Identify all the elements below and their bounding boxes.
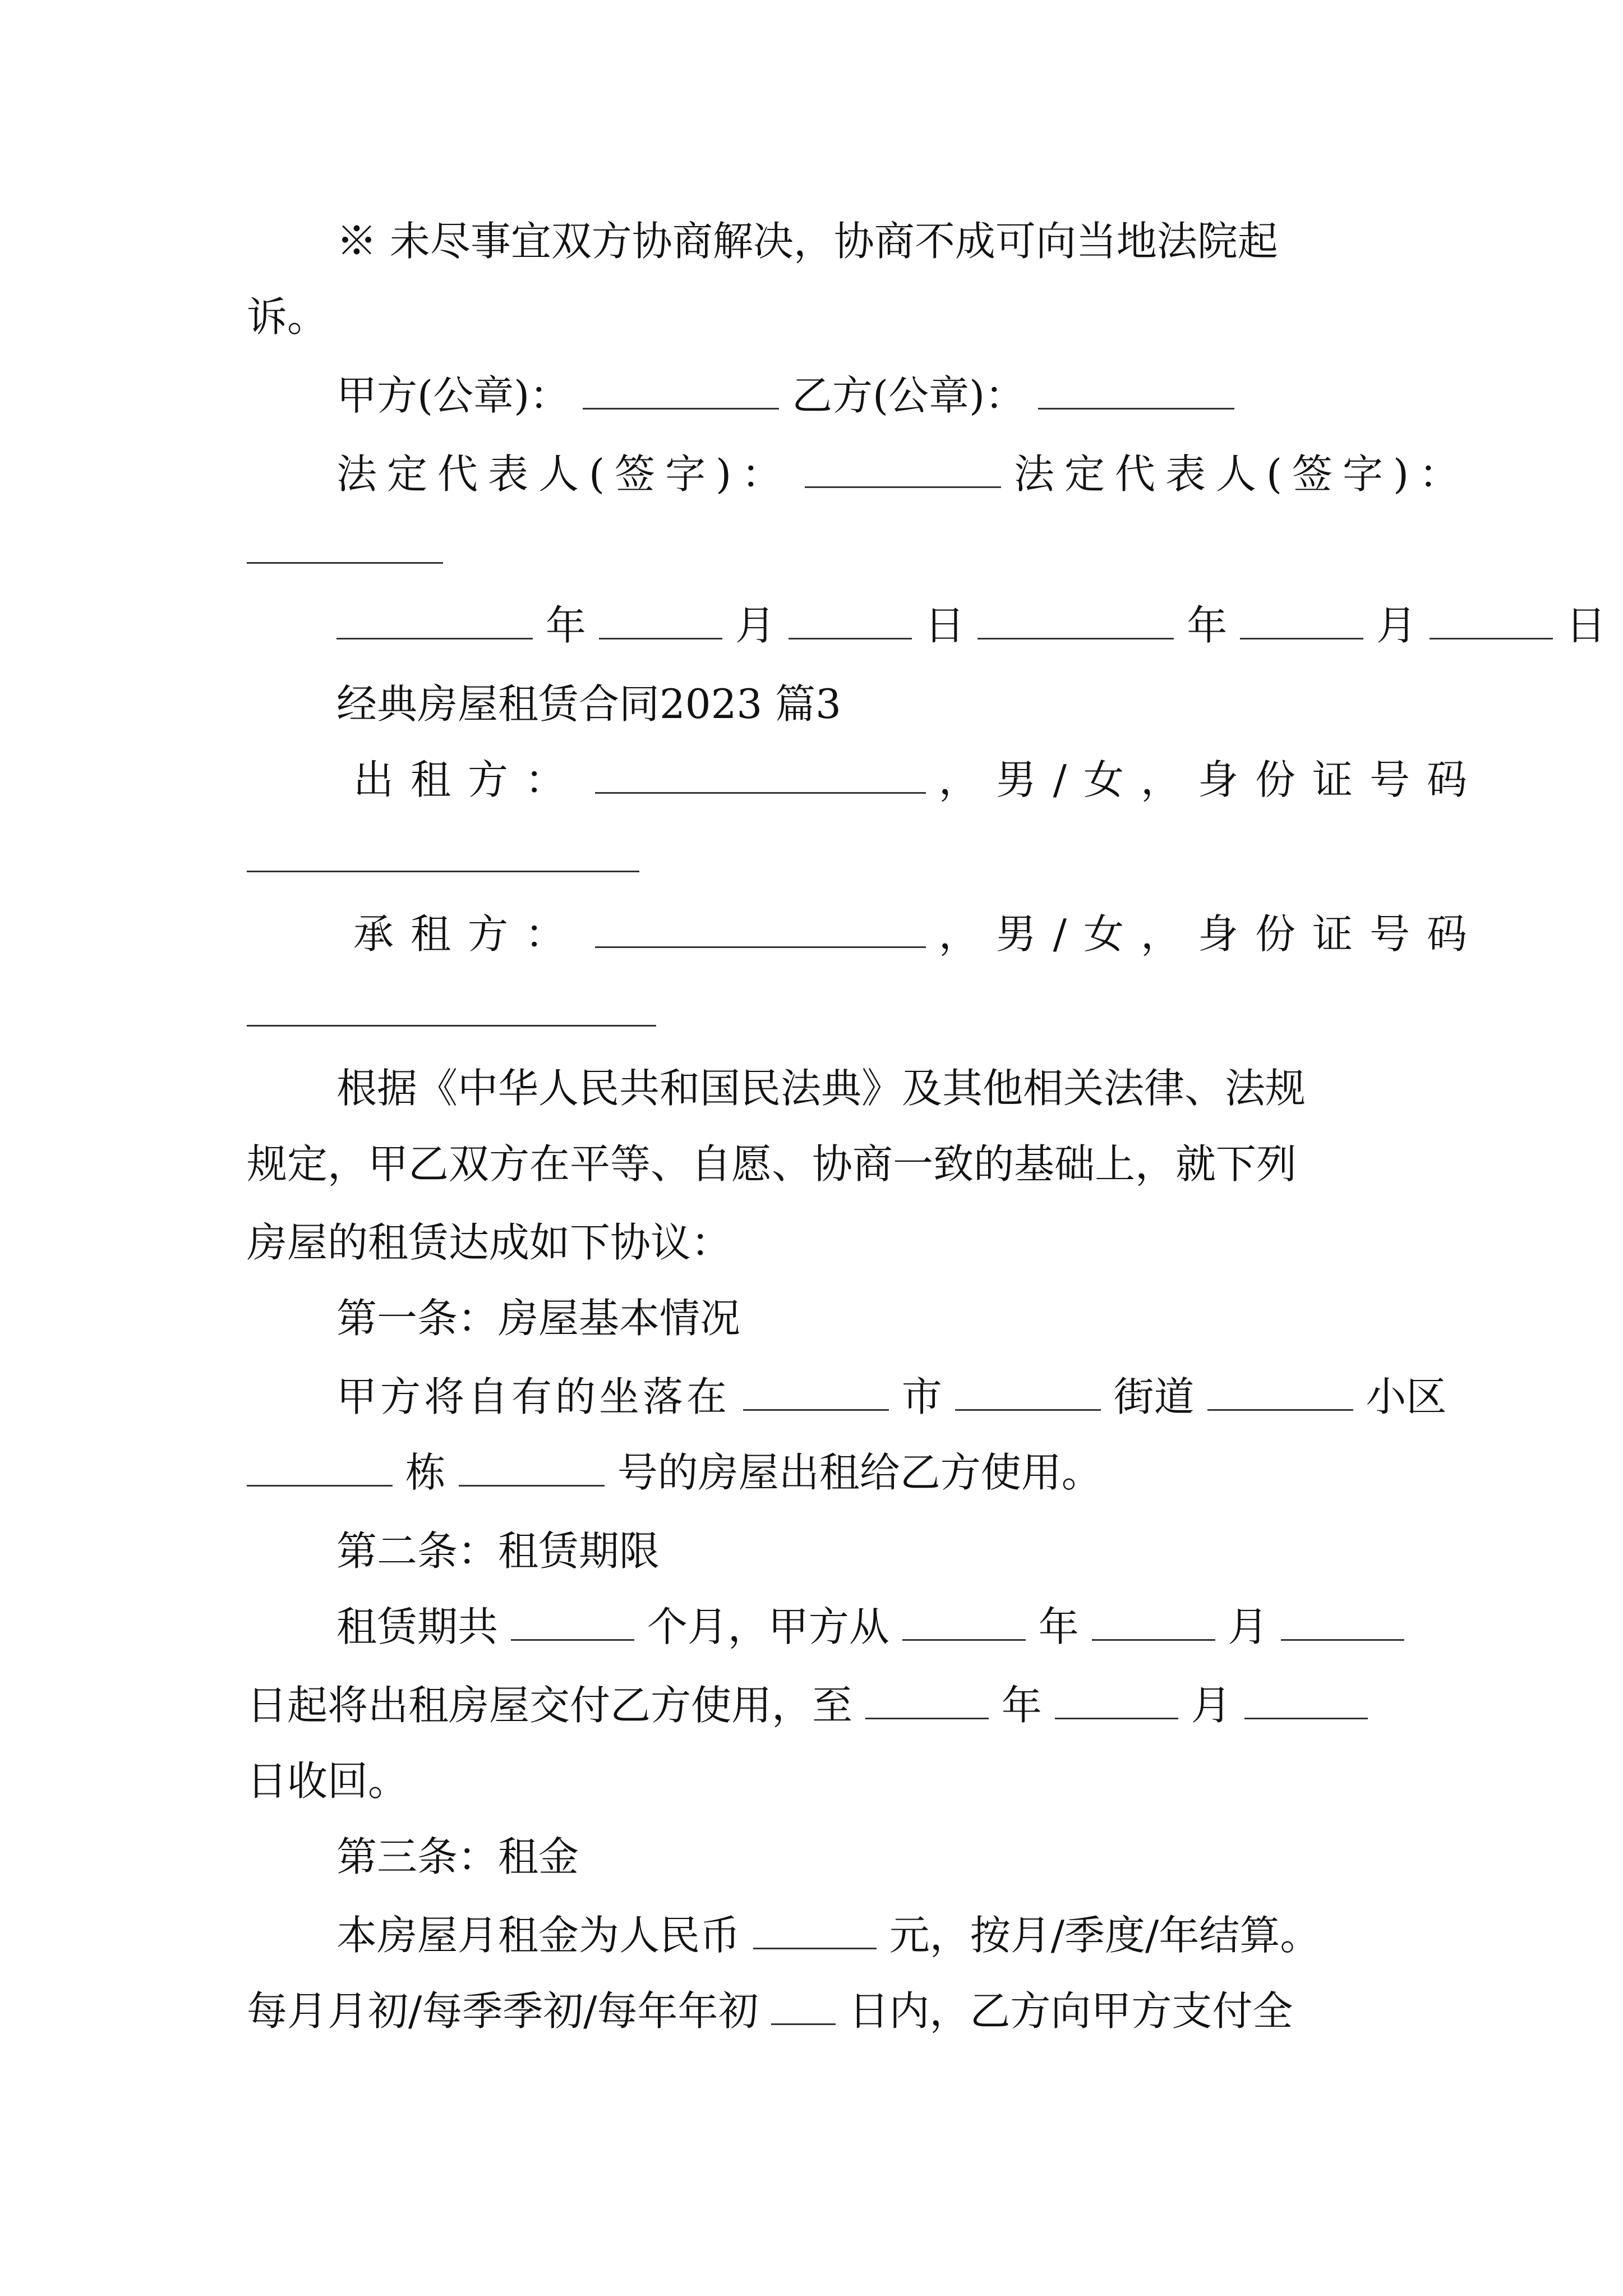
article-text: 日收回。 — [247, 1757, 409, 1805]
article-text: 甲方将自有的坐落在 — [336, 1373, 731, 1420]
legal-rep-b-blank[interactable] — [247, 525, 443, 564]
date-b-month-blank[interactable] — [1240, 601, 1363, 639]
street-blank[interactable] — [955, 1372, 1101, 1411]
article-2-title — [0, 1523, 1623, 1579]
section-title-text: 经典房屋租赁合同2023 篇3 — [336, 680, 841, 728]
preamble-text: 根据《中华人民共和国民法典》及其他相关法律、法规 — [336, 1065, 1306, 1112]
date-a-month-blank[interactable] — [599, 601, 722, 639]
article-text: 街道 — [1113, 1373, 1195, 1420]
article-1-line-1 — [0, 1369, 1623, 1425]
city-blank[interactable] — [743, 1372, 889, 1411]
article-3-line-1 — [0, 1907, 1623, 1963]
party-b-seal-label: 乙方(公章)： — [791, 372, 1026, 419]
clause-text: ※ 未尽事宜双方协商解决，协商不成可向当地法院起 — [336, 218, 1278, 265]
article-1-line-2 — [0, 1444, 1623, 1501]
lessor-id-line — [0, 830, 1623, 886]
clause-undecided-line-2 — [0, 289, 1623, 345]
article-text: 每月月初/每季季初/每年年初 — [247, 1987, 759, 2035]
lessee-name-blank[interactable] — [595, 909, 926, 948]
end-day-blank[interactable] — [1244, 1681, 1368, 1719]
preamble-text: 房屋的租赁达成如下协议： — [247, 1219, 732, 1266]
seal-line — [0, 367, 1623, 424]
article-text: 日内，乙方向甲方支付全 — [849, 1987, 1293, 2035]
legal-rep-b-blank-line — [0, 522, 1623, 578]
start-month-blank[interactable] — [1092, 1602, 1215, 1641]
lessee-id-blank[interactable] — [247, 988, 656, 1027]
legal-rep-b-label: 法定代表人(签字)： — [1013, 450, 1470, 498]
article-1-title — [0, 1290, 1623, 1346]
section-title — [0, 676, 1623, 732]
lessor-id-blank[interactable] — [247, 834, 639, 872]
year-label: 年 — [1187, 602, 1228, 649]
community-blank[interactable] — [1207, 1372, 1353, 1411]
months-blank[interactable] — [511, 1602, 634, 1641]
preamble-line-1 — [0, 1060, 1623, 1116]
date-a-year-blank[interactable] — [336, 601, 533, 639]
article-3-line-2 — [0, 1983, 1623, 2039]
year-label: 年 — [545, 602, 586, 649]
lessor-gender-id: ，男/女，身份证号码 — [938, 756, 1484, 803]
number-blank[interactable] — [459, 1448, 605, 1487]
article-text: 号的房屋出租给乙方使用。 — [617, 1449, 1102, 1496]
clause-text: 诉。 — [247, 293, 328, 341]
article-text: 个月，甲方从 — [647, 1603, 889, 1650]
date-a-day-blank[interactable] — [789, 601, 912, 639]
article-text: 月 — [1191, 1682, 1232, 1729]
article-2-line-1 — [0, 1599, 1623, 1655]
article-title: 第二条：租赁期限 — [336, 1527, 660, 1575]
lessee-id-line — [0, 984, 1623, 1041]
article-title: 第一条：房屋基本情况 — [336, 1295, 741, 1342]
article-text: 年 — [1038, 1603, 1079, 1650]
party-b-seal-blank[interactable] — [1038, 371, 1234, 409]
article-2-line-3 — [0, 1753, 1623, 1809]
lessor-line — [0, 752, 1623, 808]
preamble-line-2 — [0, 1136, 1623, 1192]
month-label: 月 — [735, 602, 776, 649]
article-text: 小区 — [1366, 1373, 1447, 1420]
party-a-seal-blank[interactable] — [583, 371, 779, 409]
preamble-line-3 — [0, 1214, 1623, 1271]
day-label: 日 — [1565, 602, 1606, 649]
legal-rep-a-blank[interactable] — [805, 449, 1001, 488]
preamble-text: 规定，甲乙双方在平等、自愿、协商一致的基础上，就下列 — [247, 1140, 1297, 1188]
legal-rep-a-label: 法定代表人(签字)： — [336, 450, 792, 498]
clause-undecided-line-1 — [0, 213, 1623, 269]
article-text: 月 — [1228, 1603, 1269, 1650]
building-blank[interactable] — [247, 1448, 393, 1487]
day-label: 日 — [924, 602, 965, 649]
payment-days-blank[interactable] — [771, 1986, 836, 2025]
rent-amount-blank[interactable] — [753, 1911, 877, 1949]
start-day-blank[interactable] — [1281, 1602, 1404, 1641]
lessee-line — [0, 906, 1623, 962]
date-b-year-blank[interactable] — [978, 601, 1174, 639]
month-label: 月 — [1376, 602, 1417, 649]
article-text: 日起将出租房屋交付乙方使用，至 — [247, 1682, 853, 1729]
start-year-blank[interactable] — [902, 1602, 1026, 1641]
legal-rep-line — [0, 446, 1623, 502]
date-line — [0, 597, 1623, 654]
article-text: 本房屋月租金为人民币 — [336, 1912, 741, 1959]
article-title: 第三条：租金 — [336, 1833, 579, 1880]
lessor-label: 出租方： — [353, 756, 583, 803]
article-text: 市 — [901, 1373, 942, 1420]
lessee-gender-id: ，男/女，身份证号码 — [938, 910, 1484, 958]
article-text: 租赁期共 — [336, 1603, 499, 1650]
end-year-blank[interactable] — [865, 1681, 989, 1719]
lessor-name-blank[interactable] — [595, 755, 926, 794]
lessee-label: 承租方： — [353, 910, 583, 958]
end-month-blank[interactable] — [1055, 1681, 1178, 1719]
article-text: 栋 — [405, 1449, 446, 1496]
article-text: 年 — [1001, 1682, 1042, 1729]
article-3-title — [0, 1829, 1623, 1885]
article-text: 元，按月/季度/年结算。 — [889, 1912, 1321, 1959]
article-2-line-2 — [0, 1677, 1623, 1733]
date-b-day-blank[interactable] — [1430, 601, 1553, 639]
party-a-seal-label: 甲方(公章)： — [336, 372, 570, 419]
